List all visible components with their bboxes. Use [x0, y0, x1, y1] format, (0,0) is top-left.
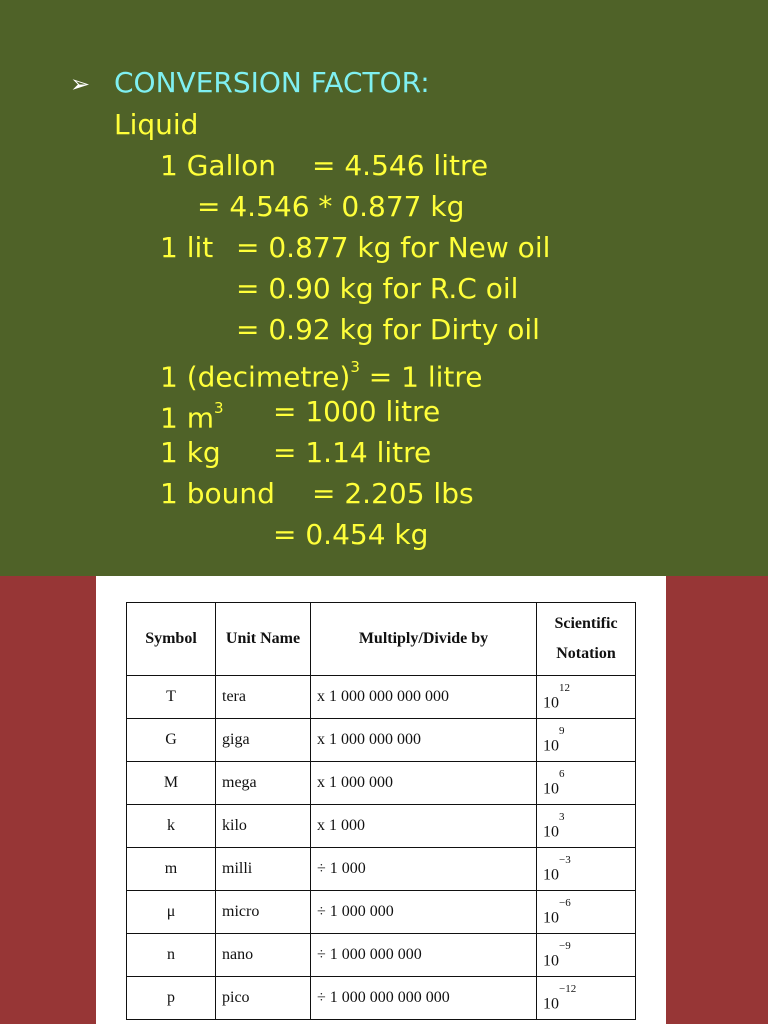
arrow-bullet-icon: ➢	[70, 70, 91, 98]
cell-symbol: k	[127, 805, 216, 848]
cell-multiplier: ÷ 1 000 000 000 000	[311, 977, 537, 1020]
exponent: 6	[559, 767, 565, 780]
bound-label: 1 bound	[160, 477, 275, 510]
dirty-oil-value: = 0.92 kg for Dirty oil	[236, 313, 540, 346]
cell-symbol: μ	[127, 891, 216, 934]
rc-oil-value: = 0.90 kg for R.C oil	[236, 272, 519, 305]
cubic-exponent: 3	[214, 399, 224, 417]
cell-scientific: $10^{-12}$	[537, 977, 636, 1020]
cell-unit-name: milli	[216, 848, 311, 891]
cell-unit-name: tera	[216, 676, 311, 719]
unit-prefix-panel	[96, 576, 666, 1024]
cell-unit-name: pico	[216, 977, 311, 1020]
table-row	[127, 977, 636, 1020]
cell-symbol: G	[127, 719, 216, 762]
header-multiply-divide: Multiply/Divide by	[311, 603, 537, 676]
lit-label: 1 lit	[160, 231, 214, 264]
cell-multiplier: ÷ 1 000 000	[311, 891, 537, 934]
cell-unit-name: mega	[216, 762, 311, 805]
decimetre-exponent: 3	[350, 358, 360, 376]
cell-symbol: M	[127, 762, 216, 805]
kg-label: 1 kg	[160, 436, 221, 469]
exponent: −6	[559, 896, 571, 909]
gallon-value: = 4.546 litre	[312, 149, 489, 182]
table-row	[127, 891, 636, 934]
cell-symbol: p	[127, 977, 216, 1020]
exponent: −9	[559, 939, 571, 952]
cell-scientific: $10^{-9}$	[537, 934, 636, 977]
exponent: 9	[559, 724, 565, 737]
liquid-label: Liquid	[114, 108, 199, 141]
header-symbol: Symbol	[127, 603, 216, 676]
table-header-row	[127, 603, 636, 676]
cubic-metre-value: = 1000 litre	[273, 395, 441, 428]
decimetre-line	[160, 354, 483, 394]
cell-unit-name: nano	[216, 934, 311, 977]
cell-multiplier: x 1 000 000 000 000	[311, 676, 537, 719]
unit-prefix-table	[126, 602, 636, 1020]
heading-text: CONVERSION FACTOR:	[114, 66, 430, 99]
table-row	[127, 719, 636, 762]
cell-multiplier: ÷ 1 000 000 000	[311, 934, 537, 977]
cell-symbol: m	[127, 848, 216, 891]
cubic-metre-label: 1 $m^3$	[160, 399, 224, 435]
cell-unit-name: micro	[216, 891, 311, 934]
exponent: 12	[559, 681, 570, 694]
cell-multiplier: ÷ 1 000	[311, 848, 537, 891]
table-row	[127, 934, 636, 977]
cell-symbol: n	[127, 934, 216, 977]
cell-symbol: T	[127, 676, 216, 719]
new-oil-value: = 0.877 kg for New oil	[236, 231, 551, 264]
kg-value: = 1.14 litre	[273, 436, 432, 469]
cell-scientific: $10^{-3}$	[537, 848, 636, 891]
cell-multiplier: x 1 000 000	[311, 762, 537, 805]
exponent: −3	[559, 853, 571, 866]
table-row	[127, 848, 636, 891]
header-scientific-notation: Scientific Notation	[537, 603, 636, 676]
cell-multiplier: x 1 000 000 000	[311, 719, 537, 762]
decimetre-value: = 1 litre	[359, 360, 483, 394]
cell-scientific: $10^9$	[537, 719, 636, 762]
cell-scientific: $10^{12}$	[537, 676, 636, 719]
cell-scientific: $10^6$	[537, 762, 636, 805]
cell-scientific: $10^3$	[537, 805, 636, 848]
table-row	[127, 676, 636, 719]
table-row	[127, 805, 636, 848]
slide-heading	[70, 66, 430, 101]
exponent: 3	[559, 810, 565, 823]
header-unit-name: Unit Name	[216, 603, 311, 676]
bound-lbs-value: = 2.205 lbs	[312, 477, 474, 510]
bound-kg-value: = 0.454 kg	[273, 518, 429, 551]
decimetre-label: 1 (decimetre)	[160, 360, 351, 394]
exponent: −12	[559, 982, 577, 995]
cell-multiplier: x 1 000	[311, 805, 537, 848]
gallon-label: 1 Gallon	[160, 149, 277, 182]
gallon-kg-value: = 4.546 * 0.877 kg	[197, 190, 465, 223]
cell-unit-name: giga	[216, 719, 311, 762]
cell-unit-name: kilo	[216, 805, 311, 848]
cell-scientific: $10^{-6}$	[537, 891, 636, 934]
table-row	[127, 762, 636, 805]
